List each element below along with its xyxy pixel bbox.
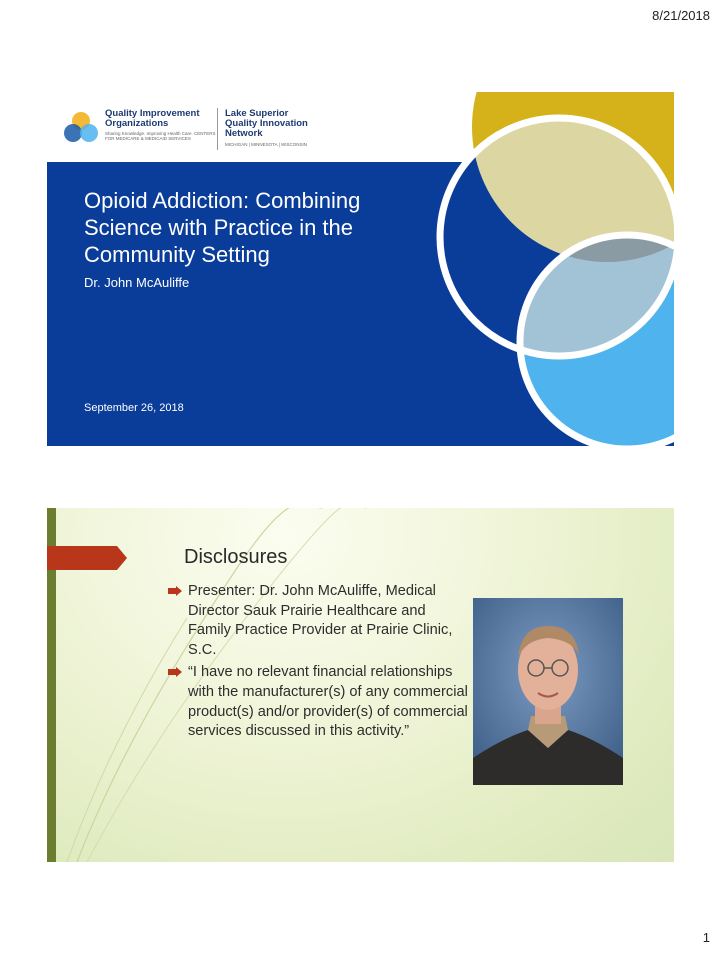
presentation-date: September 26, 2018 bbox=[84, 402, 184, 414]
arrow-bullet-icon bbox=[168, 586, 182, 596]
list-item bbox=[168, 582, 468, 660]
slide-title: Disclosures bbox=[184, 546, 288, 568]
presenter-photo bbox=[473, 598, 623, 785]
network-states: MICHIGAN | MINNESOTA | WISCONSIN bbox=[225, 142, 308, 147]
title-slide bbox=[47, 92, 674, 446]
bullet-text: Presenter: Dr. John McAuliffe, Medical Director Sauk Prairie Healthcare and Family Practice Provider at Prairie Clinic, S.C. bbox=[188, 583, 453, 658]
arrow-bullet-icon bbox=[168, 667, 182, 677]
list-item bbox=[168, 663, 468, 741]
page-number: 1 bbox=[702, 930, 710, 945]
presenter-name: Dr. John McAuliffe bbox=[84, 275, 190, 290]
qio-tagline: Sharing Knowledge. Improving Health Care. CENTERS FOR MEDICARE & MEDICAID SERVICES bbox=[105, 131, 216, 141]
venn-circles-graphic bbox=[47, 92, 674, 446]
bullet-text: “I have no relevant financial relationships with the manufacturer(s) of any commercial product(s) and/or provider(s) of commercial services discussed in this activity.” bbox=[188, 664, 468, 740]
disclosures-slide bbox=[47, 508, 674, 862]
bullet-list bbox=[168, 582, 468, 745]
page-date: 8/21/2018 bbox=[652, 8, 710, 23]
title-arrow-tab bbox=[47, 546, 127, 570]
slide-title: Opioid Addiction: Combining Science with Practice in the Community Setting bbox=[84, 188, 361, 267]
network-name: Lake Superior Quality Innovation Network bbox=[225, 108, 308, 139]
qio-name: Quality Improvement Organizations bbox=[105, 108, 200, 129]
portrait-image bbox=[473, 598, 623, 785]
